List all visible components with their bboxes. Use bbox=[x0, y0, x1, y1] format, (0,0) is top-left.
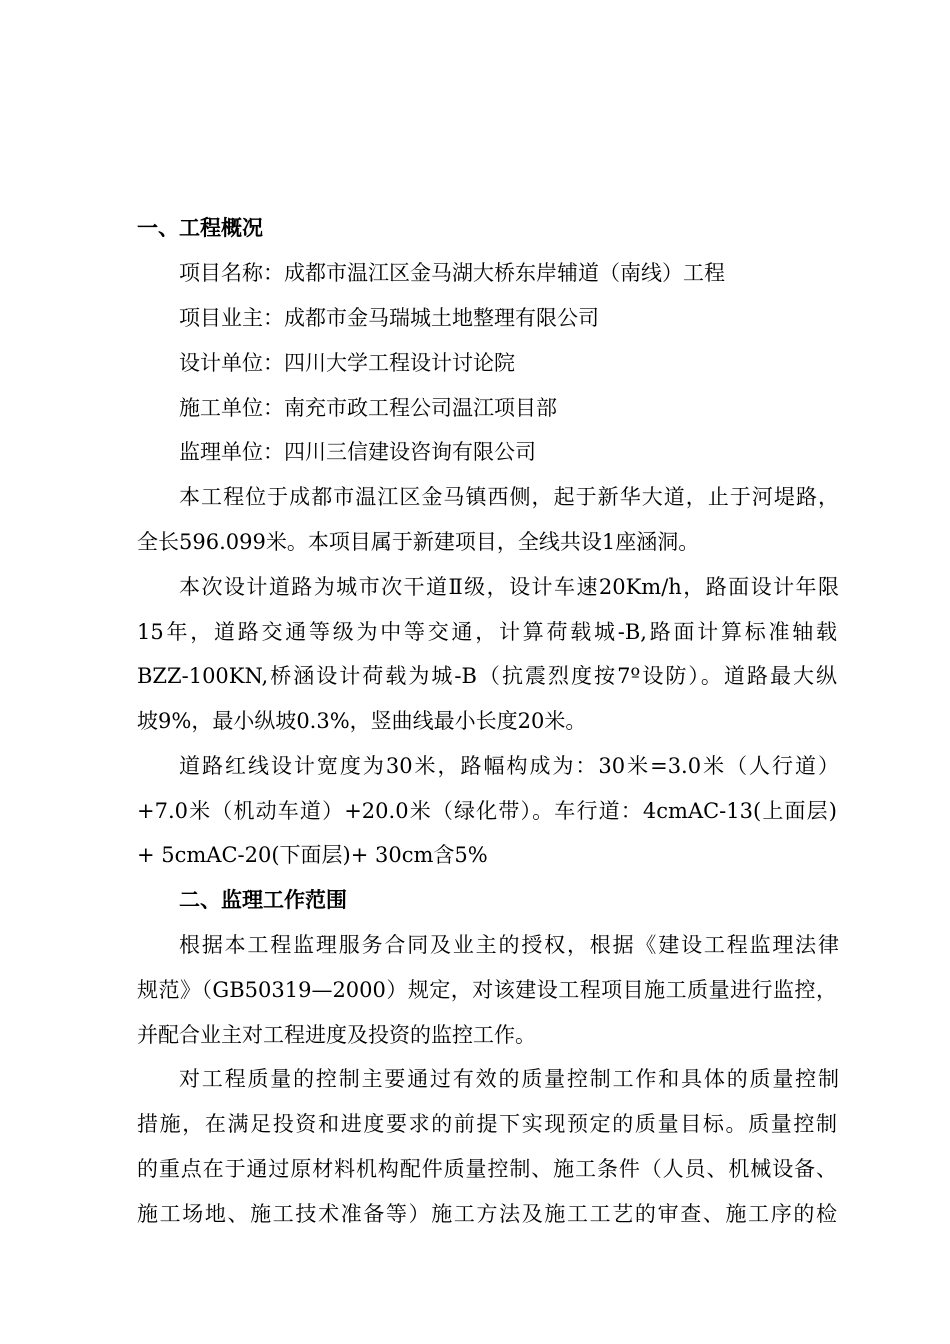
design-paragraph-line: 本次设计道路为城市次干道Ⅱ级，设计车速20Km/h，路面设计年限 bbox=[179, 575, 839, 599]
quality-paragraph-line: 的重点在于通过原材料机构配件质量控制、施工条件（人员、机械设备、 bbox=[137, 1157, 837, 1181]
width-paragraph-line: + 5cmAC-20(下面层)+ 30cm含5% bbox=[137, 843, 488, 867]
design-paragraph-line: 坡9%，最小纵坡0.3%，竖曲线最小长度20米。 bbox=[137, 709, 587, 733]
quality-paragraph-line: 措施，在满足投资和进度要求的前提下实现预定的质量目标。质量控制 bbox=[137, 1112, 837, 1136]
width-paragraph-line: +7.0米（机动车道）+20.0米（绿化带）。车行道：4cmAC-13(上面层) bbox=[137, 799, 837, 823]
construction-unit-line: 施工单位：南充市政工程公司温江项目部 bbox=[179, 396, 557, 420]
project-owner-line: 项目业主：成都市金马瑞城土地整理有限公司 bbox=[179, 306, 599, 330]
location-paragraph-line: 本工程位于成都市温江区金马镇西侧，起于新华大道，止于河堤路， bbox=[179, 485, 839, 509]
project-name-line: 项目名称：成都市温江区金马湖大桥东岸辅道（南线）工程 bbox=[179, 261, 725, 285]
section-heading-overview: 一、工程概况 bbox=[137, 215, 263, 240]
scope-paragraph-line: 根据本工程监理服务合同及业主的授权，根据《建设工程监理法律 bbox=[179, 933, 839, 957]
design-paragraph-line: BZZ-100KN,桥涵设计荷载为城-B（抗震烈度按7º设防）。道路最大纵 bbox=[137, 664, 837, 688]
location-paragraph-line: 全长596.099米。本项目属于新建项目，全线共设1座涵洞。 bbox=[137, 530, 700, 554]
design-paragraph-line: 15年，道路交通等级为中等交通，计算荷载城-B,路面计算标准轴载 bbox=[137, 620, 837, 644]
scope-paragraph-line: 并配合业主对工程进度及投资的监控工作。 bbox=[137, 1023, 536, 1047]
scope-paragraph-line: 规范》（GB50319—2000）规定，对该建设工程项目施工质量进行监控， bbox=[137, 978, 837, 1002]
design-unit-line: 设计单位：四川大学工程设计讨论院 bbox=[179, 351, 515, 375]
quality-paragraph-line: 施工场地、施工技术准备等）施工方法及施工工艺的审查、施工序的检 bbox=[137, 1202, 837, 1226]
width-paragraph-line: 道路红线设计宽度为30米，路幅构成为：30米=3.0米（人行道） bbox=[179, 754, 839, 778]
section-heading-scope: 二、监理工作范围 bbox=[179, 887, 347, 912]
quality-paragraph-line: 对工程质量的控制主要通过有效的质量控制工作和具体的质量控制 bbox=[179, 1067, 839, 1091]
supervision-unit-line: 监理单位：四川三信建设咨询有限公司 bbox=[179, 440, 536, 464]
